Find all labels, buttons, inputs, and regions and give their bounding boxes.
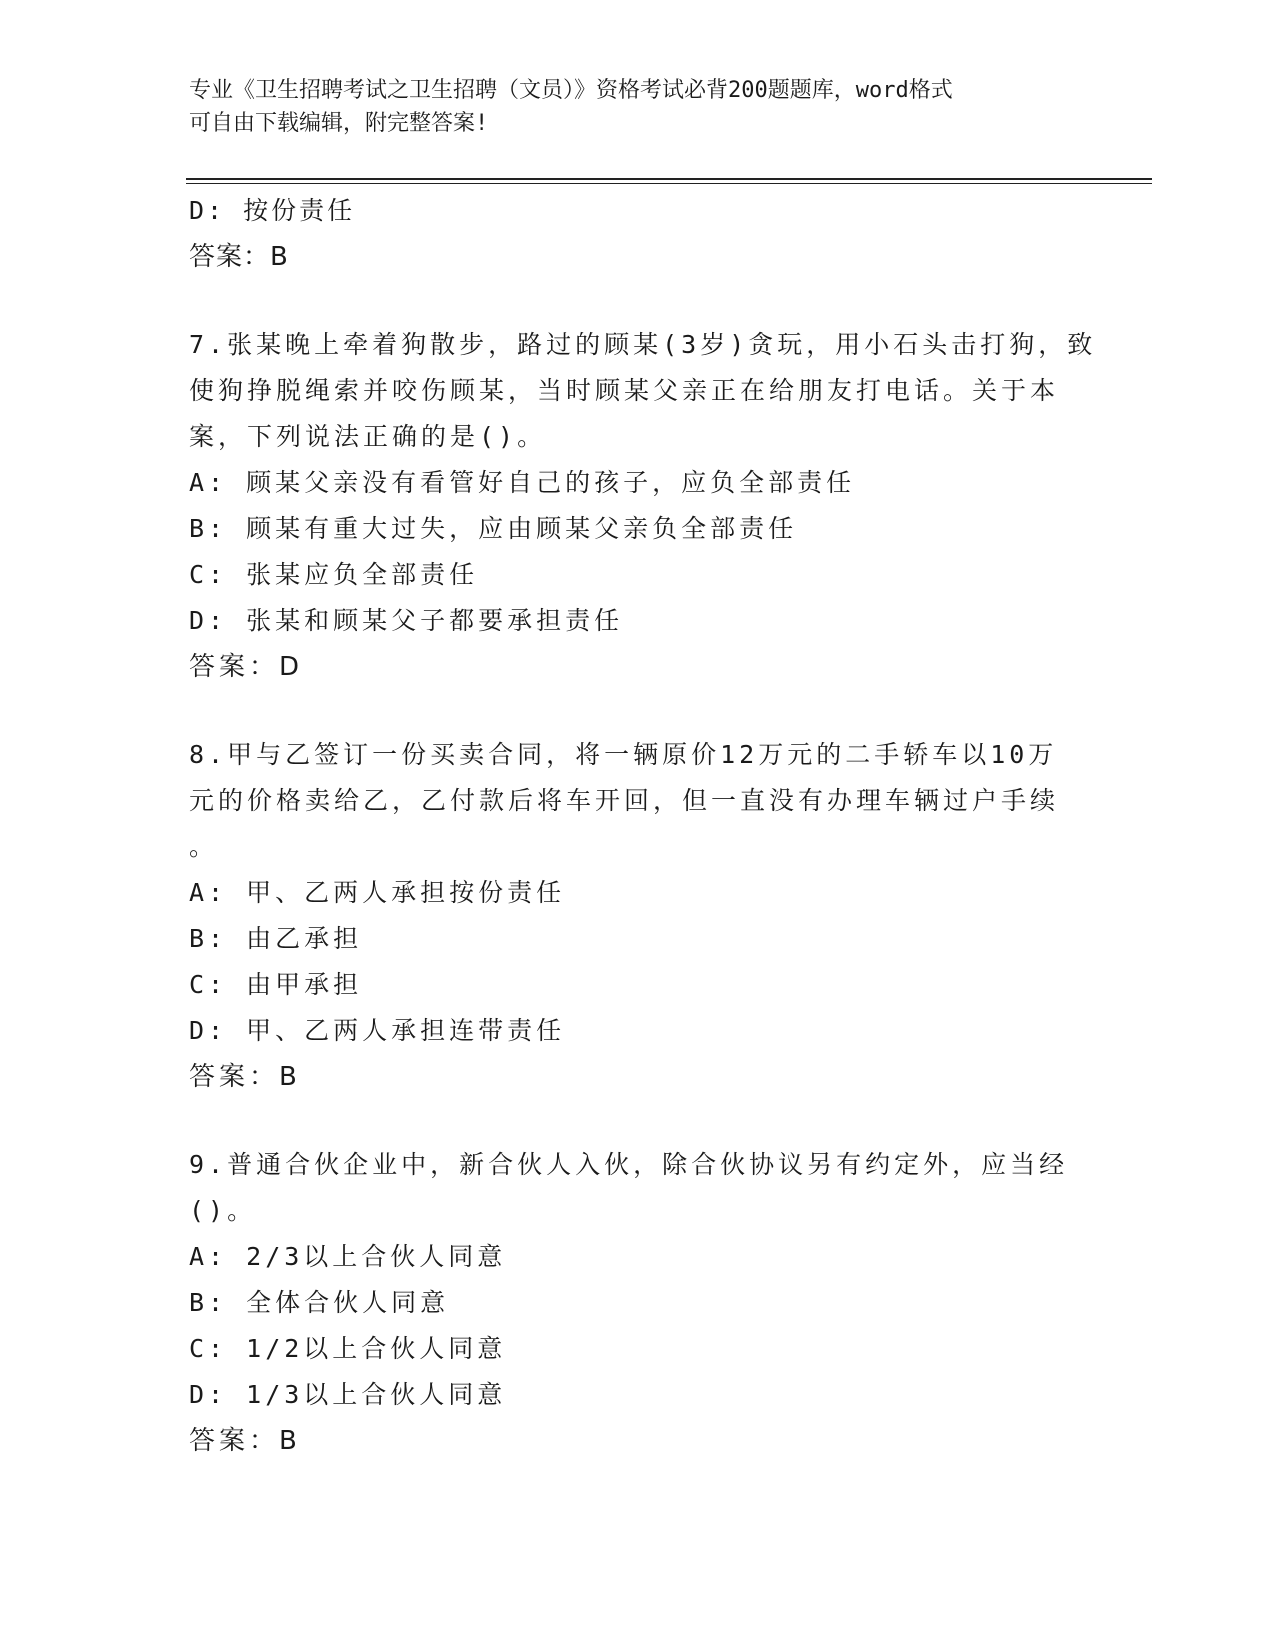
spacer [189,1100,1089,1142]
option-c: C: 张某应负全部责任 [189,560,479,589]
option-b: B: 全体合伙人同意 [189,1288,450,1317]
option-a: A: 顾某父亲没有看管好自己的孩子，应负全部责任 [189,468,856,497]
option-b: B: 顾某有重大过失，应由顾某父亲负全部责任 [189,514,798,543]
question-text-line: 案，下列说法正确的是()。 [189,422,547,451]
answer-line: 答案：B [189,1062,301,1092]
option-c: C: 1/2以上合伙人同意 [189,1334,507,1363]
spacer [189,280,1089,322]
answer-line: 答案：D [189,652,304,682]
question-text-line: 9.普通合伙企业中，新合伙人入伙，除合伙协议另有约定外，应当经 [189,1150,1069,1179]
question-text-line: 7.张某晚上牵着狗散步，路过的顾某(3岁)贪玩，用小石头击打狗，致 [189,330,1097,359]
option-d: D: 张某和顾某父子都要承担责任 [189,606,624,635]
option-d: D: 1/3以上合伙人同意 [189,1380,507,1409]
document-body [189,188,1097,1464]
header-rule-thin [186,183,1152,184]
option-c: C: 由甲承担 [189,970,363,999]
question-8 [189,732,1089,1100]
spacer [189,690,1089,732]
header-rule-thick [186,178,1152,180]
question-text-line: 。 [189,832,219,861]
option-a: A: 甲、乙两人承担按份责任 [189,878,566,907]
header-line-2: 可自由下载编辑，附完整答案! [189,111,489,136]
answer-line: 答案：B [189,242,289,272]
page-header [189,74,1089,140]
header-line-1: 专业《卫生招聘考试之卫生招聘（文员）》资格考试必背200题题库，word格式 [189,78,953,103]
question-7 [189,322,1097,690]
option-a: A: 2/3以上合伙人同意 [189,1242,507,1271]
question-9 [189,1142,1089,1464]
option-b: B: 由乙承担 [189,924,363,953]
question-text-line: 元的价格卖给乙，乙付款后将车开回，但一直没有办理车辆过户手续 [189,786,1060,815]
option-d: D: 甲、乙两人承担连带责任 [189,1016,566,1045]
option-d: D: 按份责任 [189,196,356,225]
question-text-line: 使狗挣脱绳索并咬伤顾某，当时顾某父亲正在给朋友打电话。关于本 [189,376,1060,405]
answer-line: 答案：B [189,1426,301,1456]
question-text-line: 8.甲与乙签订一份买卖合同，将一辆原价12万元的二手轿车以10万 [189,740,1058,769]
question-text-line: ()。 [189,1196,257,1225]
